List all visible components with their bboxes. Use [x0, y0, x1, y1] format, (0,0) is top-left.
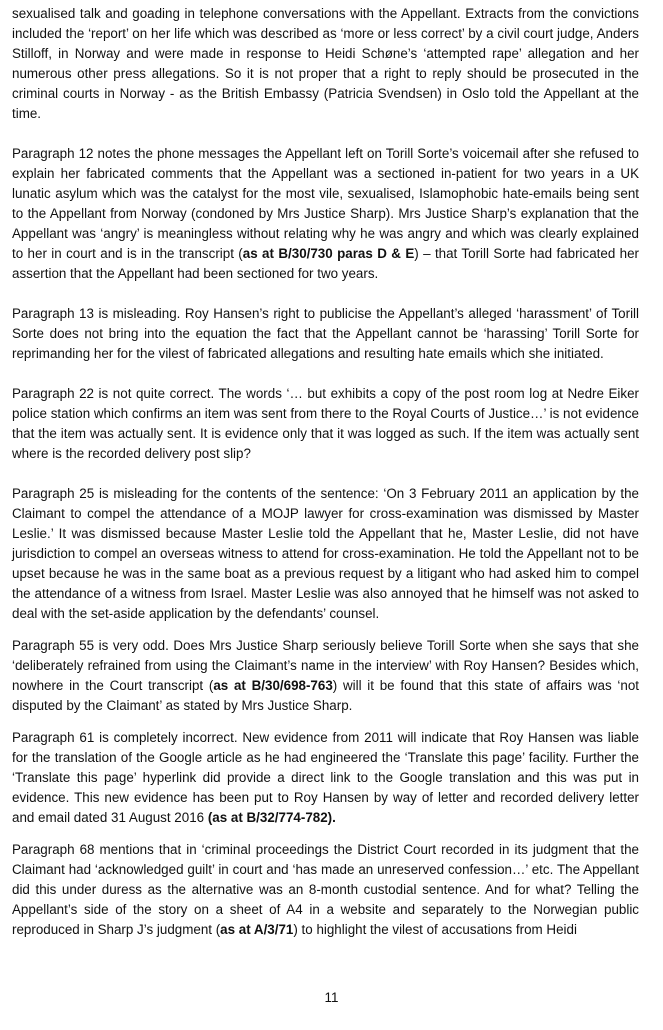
- reference-bold: (as at B/32/774-782).: [207, 810, 336, 825]
- text-run: ) to highlight the vilest of accusations from Heidi: [293, 922, 577, 937]
- reference-bold: as at B/30/730 paras D & E: [242, 246, 415, 261]
- text-run: Paragraph 68 mentions that in ‘criminal proceedings the District Court recorded in its judgment that the Claimant had ‘acknowledged guilt’ in court and ‘has made an unreserved confession…’ etc. The Appellant did this under duress as the alternative was an 8-month custodial sentence. And for what? Telling the Appellant’s side of the story on a sheet of A4 in a website and separately to the Norwegian public reproduced in Sharp J’s judgment (: [12, 842, 639, 937]
- text-run: ) will it be found that this state of affairs was ‘not disputed by the Claimant’ as stated by Mrs Justice Sharp.: [12, 678, 639, 713]
- reference-bold: as at B/30/698-763: [213, 678, 333, 693]
- paragraph-12: [12, 144, 639, 284]
- paragraph-25: [12, 484, 639, 624]
- paragraph-continuation: [12, 4, 639, 124]
- paragraph-61: [12, 728, 639, 828]
- paragraph-22: [12, 384, 639, 464]
- text-run: ) – that Torill Sorte had fabricated her assertion that the Appellant had been sectioned for two years.: [12, 246, 640, 281]
- text-run: sexualised talk and goading in telephone conversations with the Appellant. Extracts from the convictions included the ‘report’ on her life which was described as ‘more or less correct’ by a civil court judge, Anders Stilloff, in Norway and were made in response to Heidi Schøne’s ‘attempted rape’ allegation and her numerous other press allegations. So it is not proper that a right to reply should be prosecuted in the criminal courts in Norway - as the British Embassy (Patricia Svendsen) in Oslo told the Appellant at the time.: [12, 6, 639, 121]
- reference-bold: as at A/3/71: [220, 922, 294, 937]
- text-run: Paragraph 22 is not quite correct. The words ‘… but exhibits a copy of the post room log at Nedre Eiker police station which confirms an item was sent from there to the Royal Courts of Justice…’ is not evidence that the item was actually sent. It is evidence only that it was logged as such. If the item was actually sent where is the recorded delivery post slip?: [12, 386, 639, 461]
- page-number: 11: [324, 990, 339, 1005]
- paragraph-13: [12, 304, 639, 364]
- text-run: Paragraph 12 notes the phone messages the Appellant left on Torill Sorte’s voicemail after she refused to explain her fabricated comments that the Appellant was a sectioned in-patient for two years in a UK lunatic asylum which was the catalyst for the most vile, sexualised, Islamophobic hate-emails being sent to the Appellant from Norway (condoned by Mrs Justice Sharp). Mrs Justice Sharp’s explanation that the Appellant was ‘angry’ is meaningless without relating why he was angry and which was clearly explained to her in court and is in the transcript (: [12, 146, 639, 261]
- document-page: [12, 4, 639, 940]
- paragraph-55: [12, 636, 639, 716]
- text-run: Paragraph 61 is completely incorrect. New evidence from 2011 will indicate that Roy Hansen was liable for the translation of the Google article as he had engineered the ‘Translate this page’ facility. Further the ‘Translate this page’ hyperlink did provide a direct link to the Google translation and this was put in evidence. This new evidence has been put to Roy Hansen by way of letter and recorded delivery letter and email dated 31 August 2016: [12, 730, 639, 825]
- paragraph-68: [12, 840, 639, 940]
- text-run: Paragraph 55 is very odd. Does Mrs Justice Sharp seriously believe Torill Sorte when she says that she ‘deliberately refrained from using the Claimant’s name in the interview’ with Roy Hansen? Besides which, nowhere in the Court transcript (: [12, 638, 639, 693]
- text-run: Paragraph 25 is misleading for the contents of the sentence: ‘On 3 February 2011 an application by the Claimant to compel the attendance of a MOJP lawyer for cross-examination was dismissed by Master Leslie.’ It was dismissed because Master Leslie told the Appellant that he, Master Leslie, did not have jurisdiction to compel an overseas witness to attend for cross-examination. He told the Appellant not to be upset because he was in the same boat as a previous request by a litigant who had asked him to compel the attendance of a witness from Israel. Master Leslie was also annoyed that he himself was not asked to deal with the set-aside application by the defendants’ counsel.: [12, 486, 639, 621]
- text-run: Paragraph 13 is misleading. Roy Hansen’s right to publicise the Appellant’s alleged ‘harassment’ of Torill Sorte does not bring into the equation the fact that the Appellant cannot be ‘harassing’ Torill Sorte for reprimanding her for the vilest of fabricated allegations and resulting hate emails which she initiated.: [12, 306, 639, 361]
